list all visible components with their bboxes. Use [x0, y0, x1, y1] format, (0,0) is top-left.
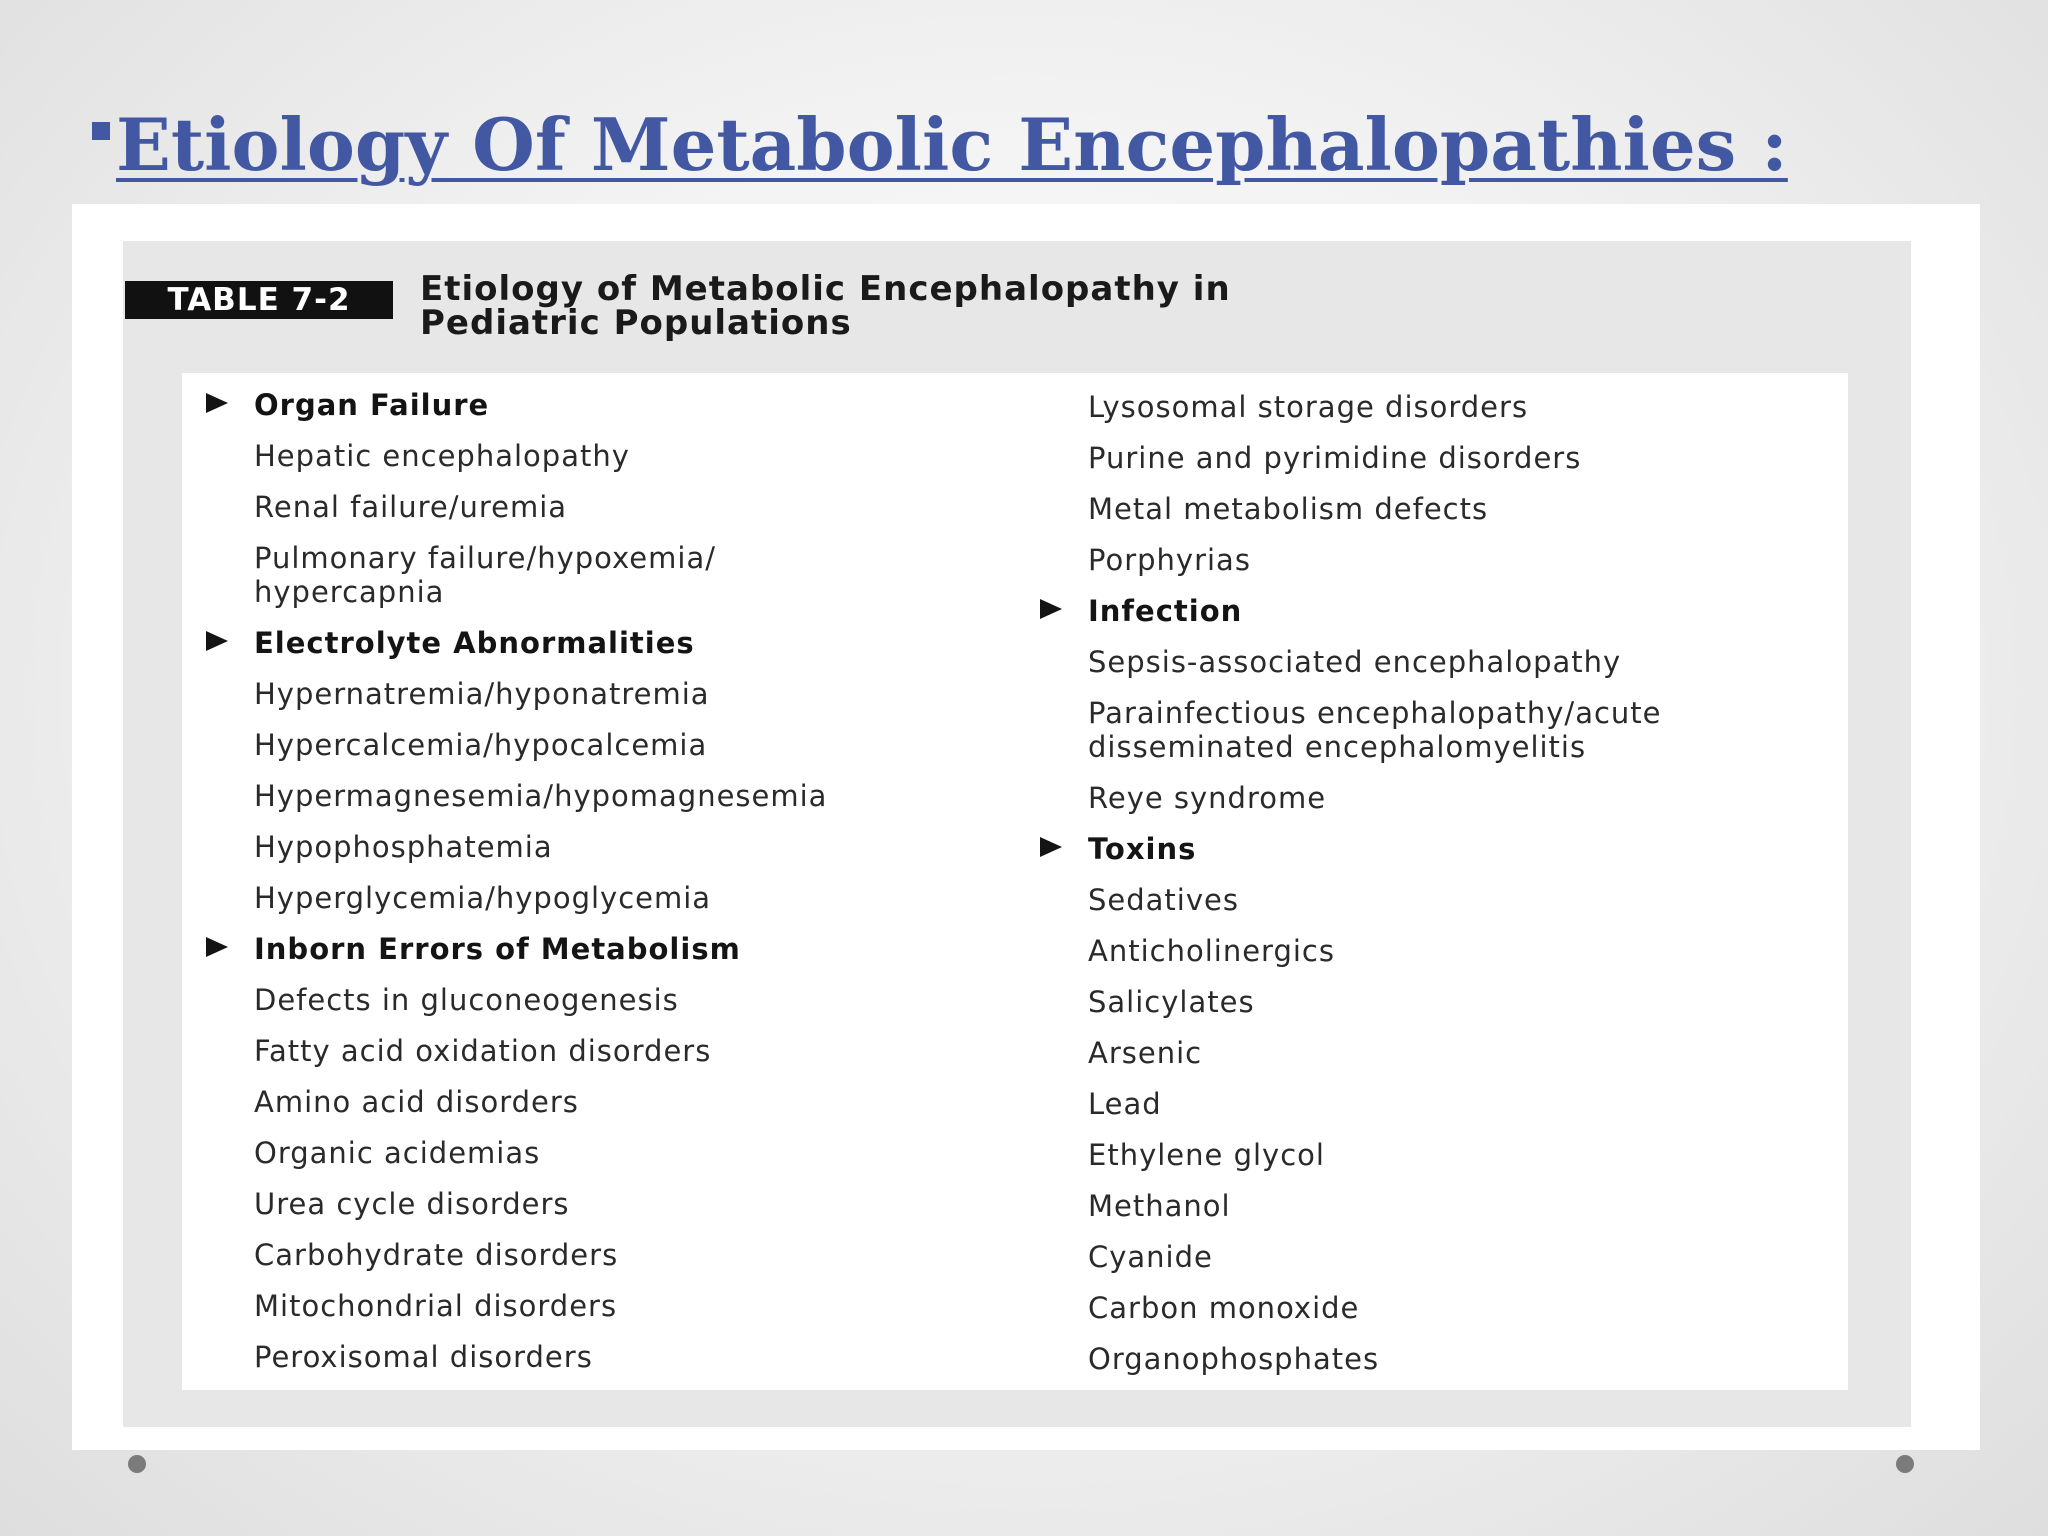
item-label: Reye syndrome [1088, 781, 1327, 815]
item-label: Cyanide [1088, 1240, 1213, 1274]
triangle-right-icon [1040, 599, 1062, 619]
item-label: Hypophosphatemia [254, 830, 553, 864]
item-label: Salicylates [1088, 985, 1255, 1019]
item-label: Inborn Errors of Metabolism [254, 932, 741, 966]
item-label: Sepsis-associated encephalopathy [1088, 645, 1622, 679]
list-item [254, 881, 711, 915]
triangle-right-icon [206, 631, 228, 651]
item-label: Parainfectious encephalopathy/acute [1088, 696, 1662, 730]
item-label: Toxins [1088, 832, 1197, 866]
list-item [1088, 730, 1586, 764]
list-item [1088, 696, 1662, 730]
item-label: Organophosphates [1088, 1342, 1380, 1376]
table-caption-line-2: Pediatric Populations [420, 303, 852, 343]
item-label: Infection [1088, 594, 1243, 628]
item-label: Purine and pyrimidine disorders [1088, 441, 1582, 475]
list-item [254, 1085, 579, 1119]
item-label: Hyperglycemia/hypoglycemia [254, 881, 712, 915]
item-label: Metal metabolism defects [1088, 492, 1489, 526]
item-label: Fatty acid oxidation disorders [254, 1034, 712, 1068]
list-item [1088, 1240, 1213, 1274]
category-heading [1088, 832, 1196, 866]
category-heading [254, 932, 741, 966]
item-label: Methanol [1088, 1189, 1231, 1223]
list-item [254, 677, 710, 711]
list-item [254, 1136, 540, 1170]
list-item [254, 779, 827, 813]
list-item [254, 728, 707, 762]
list-item [1088, 1138, 1325, 1172]
item-label: Anticholinergics [1088, 934, 1335, 968]
item-label: Arsenic [1088, 1036, 1203, 1070]
item-label: Amino acid disorders [254, 1085, 579, 1119]
list-item [1088, 645, 1621, 679]
item-label: Peroxisomal disorders [254, 1340, 593, 1374]
list-item [1088, 492, 1488, 526]
item-label: Ethylene glycol [1088, 1138, 1325, 1172]
nav-dot-right [1896, 1455, 1914, 1473]
list-item [1088, 985, 1255, 1019]
list-item [254, 983, 679, 1017]
list-item [254, 575, 444, 609]
category-heading [1088, 594, 1242, 628]
list-item [254, 1187, 570, 1221]
item-label: Electrolyte Abnormalities [254, 626, 695, 660]
item-label: Hypercalcemia/hypocalcemia [254, 728, 708, 762]
table-label: TABLE 7-2 [125, 281, 393, 319]
list-item [1088, 883, 1239, 917]
list-item [254, 1238, 618, 1272]
list-item [1088, 390, 1528, 424]
slide-title-text: Etiology Of Metabolic Encephalopathies : [116, 102, 1788, 187]
list-item [254, 830, 553, 864]
list-item [254, 1340, 593, 1374]
list-item [1088, 934, 1335, 968]
list-item [1088, 1087, 1162, 1121]
item-label: Carbon monoxide [1088, 1291, 1360, 1325]
table-caption-line-1: Etiology of Metabolic Encephalopathy in [420, 269, 1231, 309]
list-item [1088, 1342, 1379, 1376]
list-item [1088, 441, 1581, 475]
list-item [1088, 1036, 1202, 1070]
nav-dot-left [128, 1455, 146, 1473]
list-item [1088, 781, 1326, 815]
table-caption [420, 269, 1520, 343]
slide-title [92, 95, 1788, 195]
item-label: Carbohydrate disorders [254, 1238, 619, 1272]
list-item [254, 439, 630, 473]
list-item [1088, 1291, 1359, 1325]
list-item [1088, 543, 1251, 577]
item-label: Porphyrias [1088, 543, 1251, 577]
bullet-icon [92, 122, 110, 140]
item-label: Hypernatremia/hyponatremia [254, 677, 710, 711]
item-label: Organ Failure [254, 388, 490, 422]
item-label: Lysosomal storage disorders [1088, 390, 1529, 424]
item-label: Hepatic encephalopathy [254, 439, 630, 473]
triangle-right-icon [1040, 837, 1062, 857]
table-body [182, 373, 1848, 1390]
triangle-right-icon [206, 937, 228, 957]
item-label: Renal failure/uremia [254, 490, 568, 524]
list-item [1088, 1189, 1231, 1223]
category-heading [254, 388, 489, 422]
item-label: Urea cycle disorders [254, 1187, 570, 1221]
list-item [254, 490, 567, 524]
item-label: Defects in gluconeogenesis [254, 983, 679, 1017]
item-label: Lead [1088, 1087, 1162, 1121]
list-item [254, 541, 716, 575]
item-label: Mitochondrial disorders [254, 1289, 618, 1323]
list-item [254, 1034, 711, 1068]
item-label: Sedatives [1088, 883, 1239, 917]
triangle-right-icon [206, 393, 228, 413]
category-heading [254, 626, 695, 660]
item-label: Pulmonary failure/hypoxemia/ [254, 541, 716, 575]
list-item [254, 1289, 617, 1323]
item-label: Organic acidemias [254, 1136, 541, 1170]
item-label: hypercapnia [254, 575, 445, 609]
item-label: disseminated encephalomyelitis [1088, 730, 1587, 764]
item-label: Hypermagnesemia/hypomagnesemia [254, 779, 828, 813]
